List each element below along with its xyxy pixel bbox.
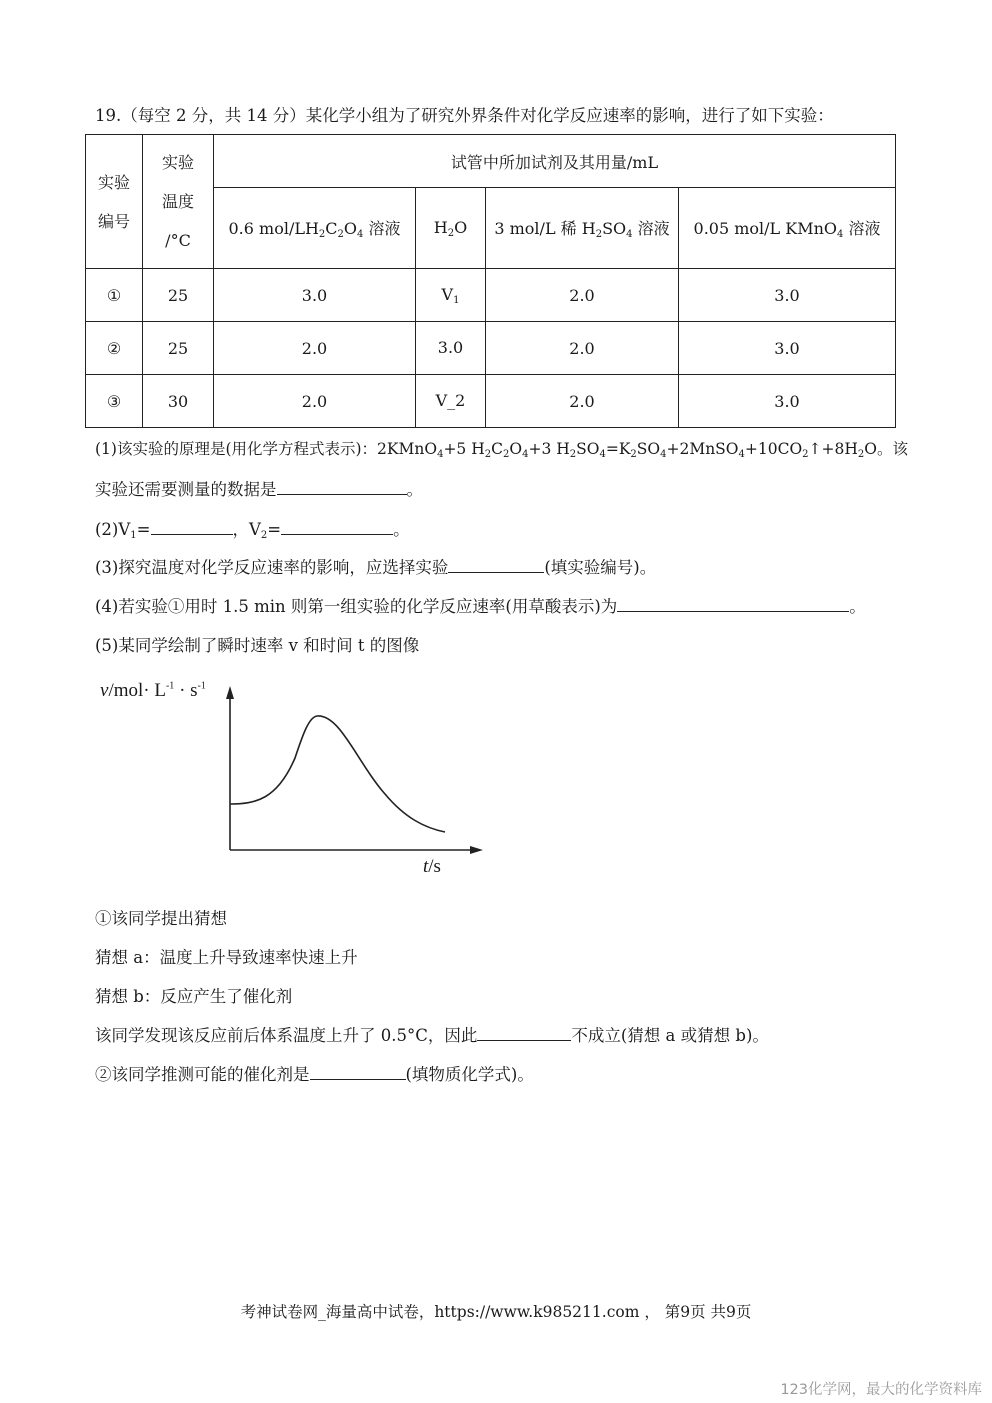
table-row: [86, 322, 896, 375]
sub1-line: ①该同学提出猜想: [95, 909, 227, 928]
cell-oxalic: 3.0: [214, 269, 416, 322]
cell-id: ③: [86, 375, 143, 428]
page-footer: 考神试卷网_海量高中试卷，https://www.k985211.com ， 第9页 共9页: [240, 1303, 752, 1321]
cell-sulfuric: 2.0: [486, 322, 679, 375]
experiment-table: [85, 134, 896, 428]
cell-kmno4: 3.0: [679, 269, 896, 322]
table-row: [86, 375, 896, 428]
answer-blank-v2[interactable]: [281, 520, 393, 535]
header-id-line1: 实验: [97, 172, 130, 192]
header-id-line2: 编号: [97, 211, 130, 231]
y-axis-arrow: [226, 686, 234, 699]
cell-temp: 25: [143, 322, 214, 375]
answer-blank-hypothesis[interactable]: [477, 1026, 571, 1041]
answer-blank-q1[interactable]: [277, 480, 407, 495]
answer-blank-v1[interactable]: [151, 520, 233, 535]
header-temperature: [143, 135, 214, 269]
q1-equation-line: (1)该实验的原理是(用化学方程式表示)：2KMnO$_4$+5 $H_2C_2O_4+3$ $H_2SO_4=K_2SO_4+2MnSO_4+10CO_2↑+8H_2O$。该: [95, 440, 908, 460]
watermark: 123化学网，最大的化学资料库: [780, 1382, 982, 1398]
header-experiment-id: [86, 135, 143, 269]
header-water: $H_2O$: [416, 188, 486, 269]
cell-id: ①: [86, 269, 143, 322]
q5-line: (5)某同学绘制了瞬时速率 v 和时间 t 的图像: [95, 636, 420, 655]
cell-temp: 25: [143, 269, 214, 322]
graph-x-axis-label: t/s: [423, 856, 441, 877]
cell-water: 3.0: [416, 322, 486, 375]
header-kmno4: 0.05 mol/L KMnO$_4$ 溶液: [679, 188, 896, 269]
q3-line: (3)探究温度对化学反应速率的影响，应选择实验 (填实验编号)。: [95, 558, 657, 577]
rate-curve: [230, 716, 445, 832]
answer-blank-q3[interactable]: [448, 558, 544, 573]
cell-kmno4: 3.0: [679, 322, 896, 375]
cell-sulfuric: 2.0: [486, 375, 679, 428]
question-title: 19.（每空 2 分，共 14 分）某化学小组为了研究外界条件对化学反应速率的影响，进行了如下实验：: [95, 106, 834, 125]
header-oxalic-acid: 0.6 mol/$LH_2C_2O_4$ 溶液: [214, 188, 416, 269]
q4-line: (4)若实验①用时 1.5 min 则第一组实验的化学反应速率(用草酸表示)为 。: [95, 597, 866, 616]
cell-oxalic: 2.0: [214, 375, 416, 428]
table-row: [86, 269, 896, 322]
hypothesis-b: 猜想 b：反应产生了催化剂: [95, 987, 293, 1006]
hypothesis-a: 猜想 a：温度上升导致速率快速上升: [95, 948, 358, 967]
cell-oxalic: 2.0: [214, 322, 416, 375]
header-temp-line2: 温度: [161, 192, 194, 211]
header-reagent-group: 试管中所加试剂及其用量/mL: [214, 135, 896, 188]
graph-y-axis-label: $v/mol\cdot L^{-1} \cdot s^{-1}$: [100, 680, 206, 701]
q1-measure-line: 实验还需要测量的数据是 。: [95, 480, 423, 499]
sub2-line: ②该同学推测可能的催化剂是 (填物质化学式)。: [95, 1065, 534, 1084]
sub-conclusion-line: 该同学发现该反应前后体系温度上升了 0.5°C，因此 不成立(猜想 a 或猜想 b)。: [95, 1026, 769, 1045]
header-sulfuric-acid: 3 mol/L 稀 $H_2SO_4$ 溶液: [486, 188, 679, 269]
answer-blank-q4[interactable]: [617, 597, 849, 612]
answer-blank-catalyst[interactable]: [310, 1065, 406, 1080]
cell-sulfuric: 2.0: [486, 269, 679, 322]
cell-water: V_2: [416, 375, 486, 428]
x-axis-arrow: [470, 846, 483, 854]
cell-kmno4: 3.0: [679, 375, 896, 428]
q2-line: $(2)V_1=$ ，$V_2=$ 。: [95, 520, 410, 541]
cell-id: ②: [86, 322, 143, 375]
header-temp-line3: /°C: [165, 231, 191, 250]
header-temp-line1: 实验: [161, 153, 194, 172]
cell-temp: 30: [143, 375, 214, 428]
rate-time-graph: [95, 672, 495, 862]
cell-water: $V_1$: [416, 269, 486, 322]
